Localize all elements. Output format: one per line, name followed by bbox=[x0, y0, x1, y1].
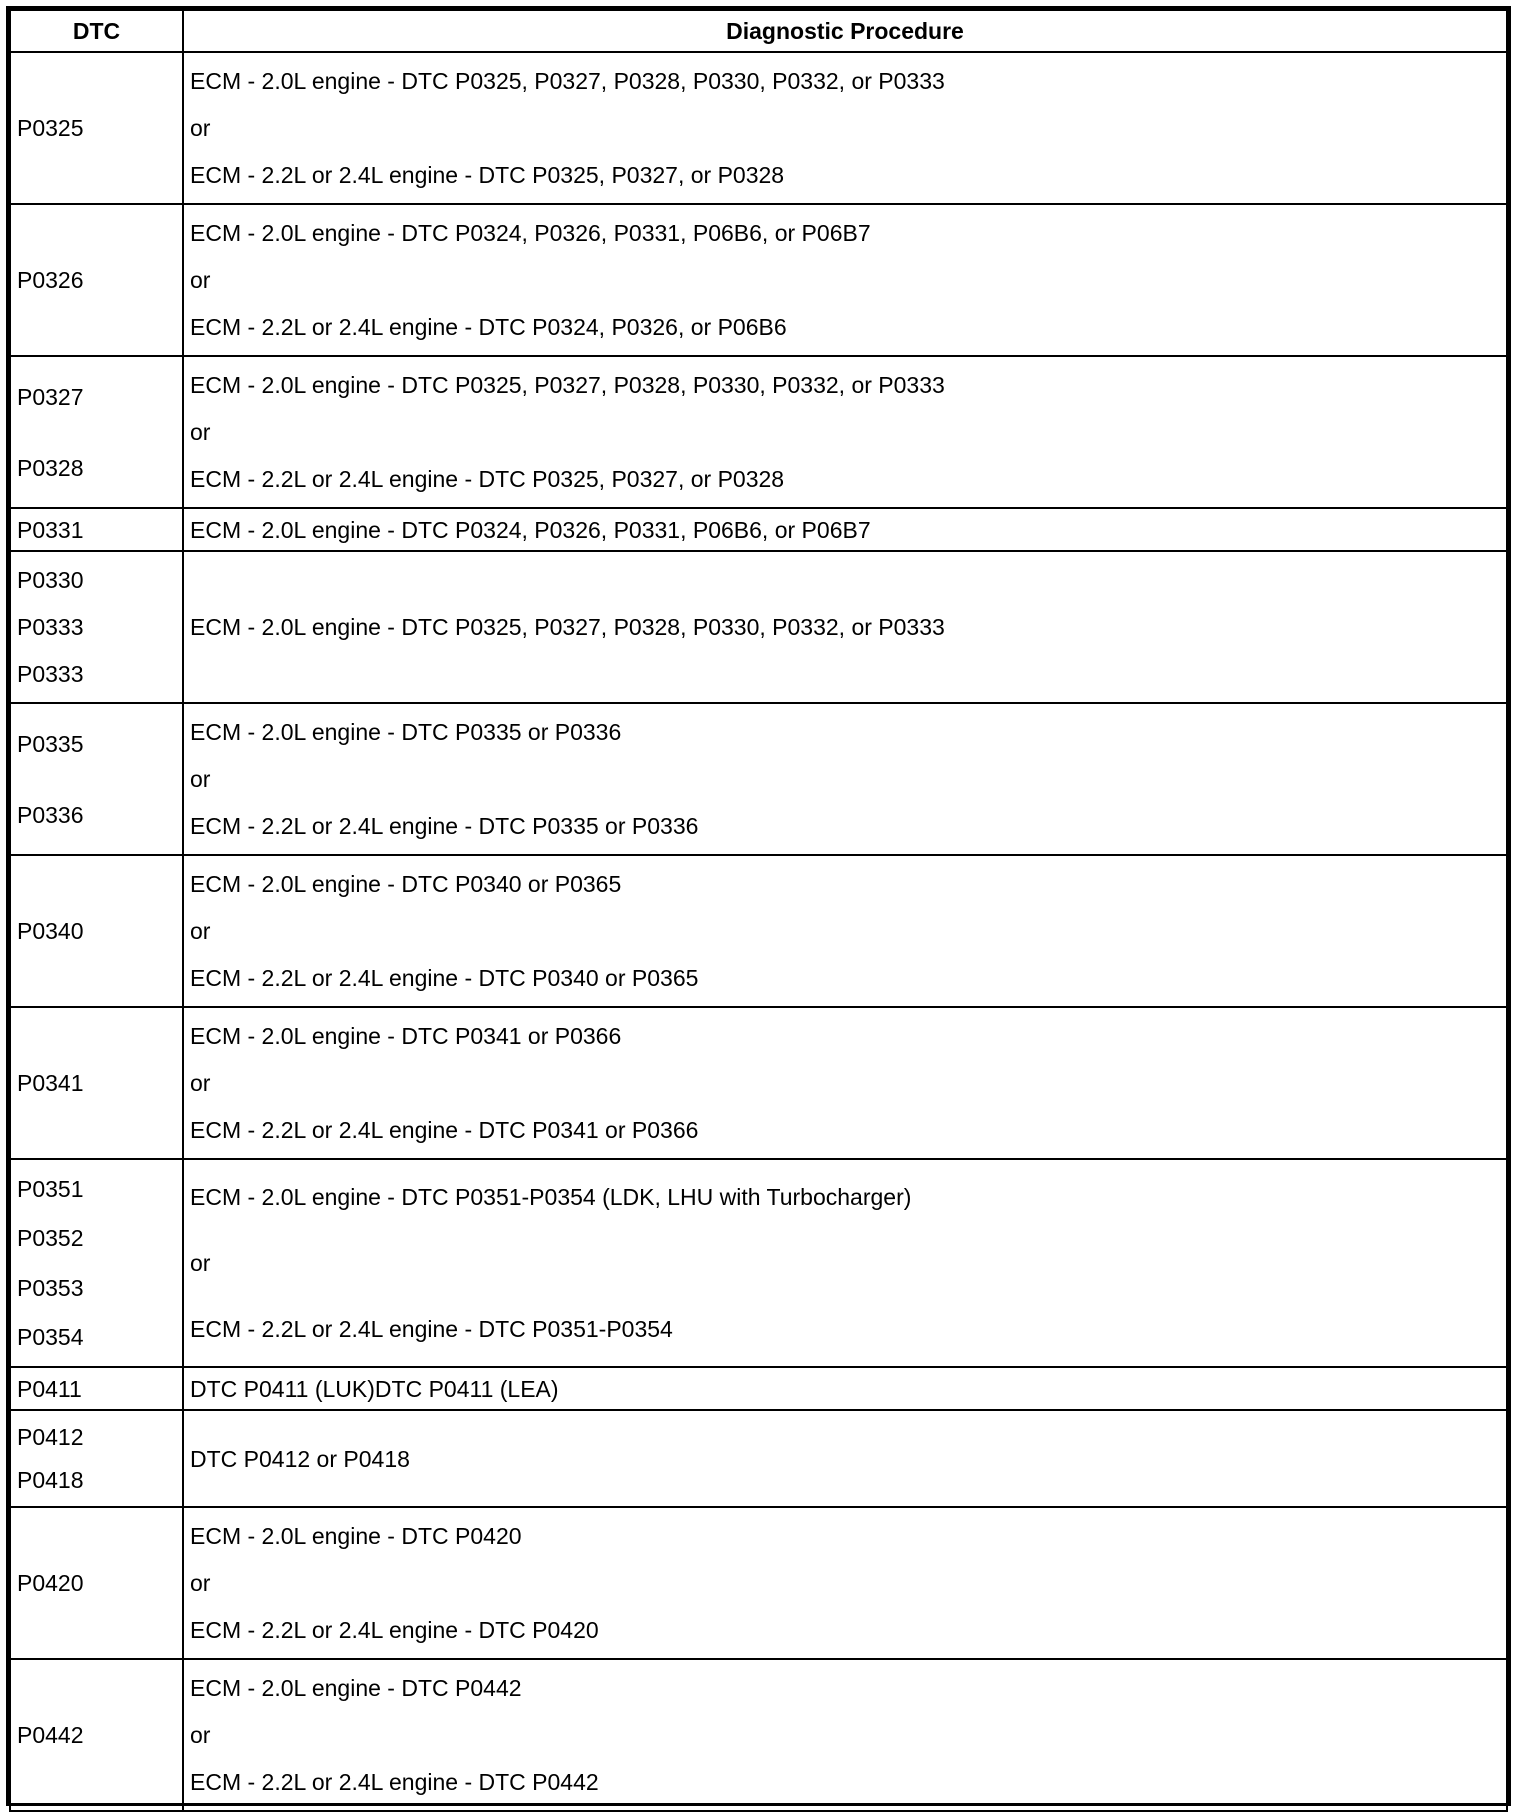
procedure-line: ECM - 2.0L engine - DTC P0325, P0327, P0328, P0330, P0332, or P0333 bbox=[190, 67, 945, 94]
table-row bbox=[10, 52, 1507, 204]
procedure-line: ECM - 2.2L or 2.4L engine - DTC P0442 bbox=[190, 1769, 599, 1796]
dtc-code: P0353 bbox=[17, 1274, 84, 1301]
procedure-cell bbox=[183, 1410, 1507, 1507]
dtc-cell bbox=[10, 1007, 183, 1159]
dtc-cell bbox=[10, 204, 183, 356]
dtc-code: P0328 bbox=[17, 454, 84, 481]
procedure-line: ECM - 2.0L engine - DTC P0325, P0327, P0328, P0330, P0332, or P0333 bbox=[190, 614, 945, 640]
header-dtc: DTC bbox=[10, 10, 183, 52]
table-row bbox=[10, 551, 1507, 703]
table-row bbox=[10, 1367, 1507, 1410]
procedure-line: ECM - 2.0L engine - DTC P0351-P0354 (LDK, LHU with Turbocharger) bbox=[190, 1184, 912, 1210]
procedure-cell bbox=[183, 356, 1507, 508]
procedure-line: or bbox=[190, 418, 211, 445]
table-row bbox=[10, 1507, 1507, 1659]
procedure-line: or bbox=[190, 765, 211, 792]
dtc-code: P0333 bbox=[17, 661, 84, 688]
table-row bbox=[10, 1159, 1507, 1367]
procedure-line: ECM - 2.0L engine - DTC P0325, P0327, P0328, P0330, P0332, or P0333 bbox=[190, 371, 945, 398]
procedure-line: or bbox=[190, 114, 211, 141]
procedure-line: ECM - 2.2L or 2.4L engine - DTC P0340 or P0365 bbox=[190, 965, 699, 992]
dtc-code: P0336 bbox=[17, 801, 84, 828]
procedure-cell bbox=[183, 1367, 1507, 1410]
procedure-line: ECM - 2.0L engine - DTC P0340 or P0365 bbox=[190, 870, 622, 897]
dtc-code: P0352 bbox=[17, 1225, 84, 1252]
dtc-table bbox=[9, 9, 1508, 1812]
procedure-line: ECM - 2.0L engine - DTC P0324, P0326, P0331, P06B6, or P06B7 bbox=[190, 516, 871, 543]
table-row bbox=[10, 1007, 1507, 1159]
dtc-cell bbox=[10, 1410, 183, 1507]
dtc-cell bbox=[10, 1159, 183, 1367]
procedure-cell bbox=[183, 1159, 1507, 1367]
procedure-line: DTC P0412 or P0418 bbox=[190, 1445, 410, 1472]
procedure-cell bbox=[183, 204, 1507, 356]
procedure-line: ECM - 2.2L or 2.4L engine - DTC P0335 or P0336 bbox=[190, 813, 699, 840]
dtc-cell bbox=[10, 1367, 183, 1410]
procedure-line: DTC P0411 (LUK)DTC P0411 (LEA) bbox=[190, 1375, 559, 1402]
dtc-code: P0333 bbox=[17, 613, 84, 640]
procedure-cell bbox=[183, 52, 1507, 204]
table-row bbox=[10, 508, 1507, 551]
dtc-cell bbox=[10, 1507, 183, 1659]
procedure-cell bbox=[183, 703, 1507, 855]
table-body bbox=[10, 52, 1507, 1811]
dtc-code: P0411 bbox=[17, 1375, 82, 1402]
procedure-cell bbox=[183, 1507, 1507, 1659]
dtc-cell bbox=[10, 551, 183, 703]
header-procedure: Diagnostic Procedure bbox=[183, 10, 1507, 52]
dtc-code: P0442 bbox=[17, 1722, 84, 1748]
procedure-line: ECM - 2.0L engine - DTC P0420 bbox=[190, 1522, 522, 1549]
dtc-cell bbox=[10, 1659, 183, 1811]
dtc-code: P0335 bbox=[17, 730, 84, 757]
dtc-code: P0327 bbox=[17, 383, 84, 410]
dtc-code: P0418 bbox=[17, 1467, 84, 1494]
procedure-line: ECM - 2.0L engine - DTC P0324, P0326, P0331, P06B6, or P06B7 bbox=[190, 219, 871, 246]
procedure-line: or bbox=[190, 1250, 211, 1276]
table-row bbox=[10, 1410, 1507, 1507]
table-row bbox=[10, 703, 1507, 855]
procedure-line: ECM - 2.0L engine - DTC P0335 or P0336 bbox=[190, 718, 622, 745]
table-row bbox=[10, 1659, 1507, 1811]
dtc-cell bbox=[10, 356, 183, 508]
procedure-line: ECM - 2.2L or 2.4L engine - DTC P0325, P0327, or P0328 bbox=[190, 466, 785, 493]
procedure-line: ECM - 2.2L or 2.4L engine - DTC P0351-P0354 bbox=[190, 1316, 673, 1342]
table-row bbox=[10, 356, 1507, 508]
dtc-cell bbox=[10, 52, 183, 204]
procedure-cell bbox=[183, 855, 1507, 1007]
procedure-line: ECM - 2.2L or 2.4L engine - DTC P0420 bbox=[190, 1617, 599, 1644]
dtc-cell bbox=[10, 703, 183, 855]
dtc-code: P0354 bbox=[17, 1324, 84, 1351]
dtc-cell bbox=[10, 855, 183, 1007]
procedure-line: or bbox=[190, 266, 211, 293]
dtc-code: P0330 bbox=[17, 566, 84, 593]
procedure-cell bbox=[183, 1659, 1507, 1811]
dtc-code: P0412 bbox=[17, 1423, 84, 1450]
dtc-code: P0331 bbox=[17, 516, 84, 543]
procedure-cell bbox=[183, 508, 1507, 551]
dtc-code: P0420 bbox=[17, 1570, 84, 1596]
procedure-line: or bbox=[190, 1721, 211, 1748]
procedure-line: ECM - 2.2L or 2.4L engine - DTC P0325, P0327, or P0328 bbox=[190, 162, 785, 189]
table-row bbox=[10, 855, 1507, 1007]
procedure-line: ECM - 2.2L or 2.4L engine - DTC P0341 or P0366 bbox=[190, 1117, 699, 1144]
dtc-cell bbox=[10, 508, 183, 551]
procedure-line: ECM - 2.2L or 2.4L engine - DTC P0324, P0326, or P06B6 bbox=[190, 314, 787, 341]
procedure-line: ECM - 2.0L engine - DTC P0442 bbox=[190, 1674, 522, 1701]
table-row bbox=[10, 204, 1507, 356]
procedure-line: or bbox=[190, 1569, 211, 1596]
dtc-table-container bbox=[6, 6, 1511, 1806]
dtc-code: P0341 bbox=[17, 1070, 84, 1096]
dtc-code: P0326 bbox=[17, 267, 84, 293]
dtc-code: P0325 bbox=[17, 115, 84, 141]
procedure-line: or bbox=[190, 917, 211, 944]
procedure-cell bbox=[183, 551, 1507, 703]
procedure-cell bbox=[183, 1007, 1507, 1159]
header-row bbox=[10, 10, 1507, 52]
dtc-code: P0351 bbox=[17, 1175, 84, 1202]
procedure-line: or bbox=[190, 1069, 211, 1096]
dtc-code: P0340 bbox=[17, 918, 84, 944]
procedure-line: ECM - 2.0L engine - DTC P0341 or P0366 bbox=[190, 1022, 622, 1049]
